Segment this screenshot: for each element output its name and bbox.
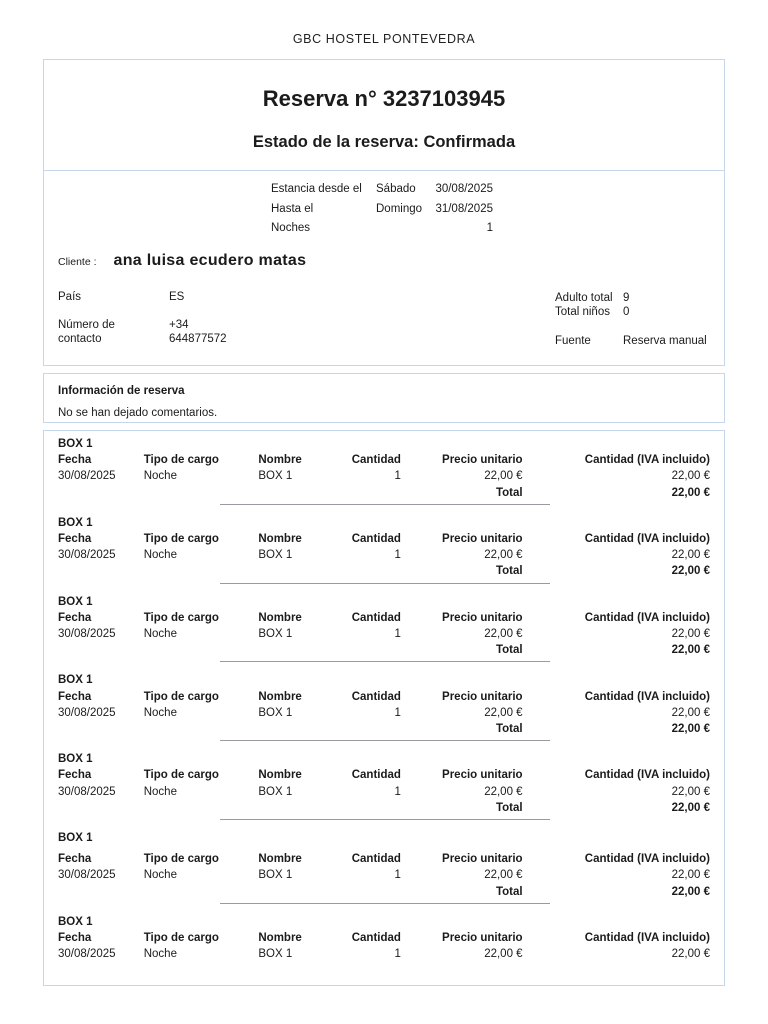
- section-divider: [220, 661, 550, 662]
- children-row: [555, 306, 715, 320]
- charge-fecha: 30/08/2025: [58, 869, 116, 882]
- col-header-precio-unitario: Precio unitario: [442, 690, 523, 703]
- reservation-info-comment: No se han dejado comentarios.: [58, 407, 218, 419]
- total-value: 22,00 €: [671, 486, 710, 499]
- charge-tipo: Noche: [143, 628, 177, 641]
- adults-row: [555, 292, 715, 306]
- stay-nights-spacer: [376, 219, 429, 239]
- col-header-fecha: Fecha: [58, 690, 92, 703]
- charge-data-row: [58, 626, 710, 642]
- charge-precio-unitario: 22,00 €: [484, 628, 523, 641]
- charge-section: [58, 515, 710, 584]
- col-header-cantidad-iva: Cantidad (IVA incluido): [584, 533, 710, 546]
- charge-cantidad: 1: [394, 706, 401, 719]
- total-value: 22,00 €: [671, 565, 710, 578]
- adults-value: 9: [623, 292, 630, 304]
- adults-label: Adulto total: [555, 292, 613, 304]
- charge-precio-unitario: 22,00 €: [484, 549, 523, 562]
- stay-until-day: Domingo: [376, 202, 423, 215]
- reservation-title-box: [43, 59, 725, 171]
- charge-cantidad: 1: [394, 948, 401, 961]
- col-header-nombre: Nombre: [258, 454, 302, 467]
- stay-nights-label: Noches: [271, 222, 310, 234]
- total-label: Total: [495, 885, 523, 898]
- charge-precio-unitario: 22,00 €: [484, 470, 523, 483]
- charge-header-row: [58, 452, 710, 468]
- charge-cantidad: 1: [394, 785, 401, 798]
- client-info-box: [43, 170, 725, 366]
- charge-cantidad-iva: 22,00 €: [671, 470, 710, 483]
- country-label: País: [58, 290, 82, 303]
- charge-total-row: [58, 563, 710, 579]
- col-header-tipo-de-cargo: Tipo de cargo: [143, 932, 219, 945]
- col-header-fecha: Fecha: [58, 769, 92, 782]
- stay-from-label: Estancia desde el: [271, 183, 362, 195]
- col-header-nombre: Nombre: [258, 932, 302, 945]
- section-divider: [220, 740, 550, 741]
- charge-total-row: [58, 485, 710, 501]
- col-header-fecha: Fecha: [58, 454, 92, 467]
- charge-section-title: BOX 1: [58, 516, 93, 529]
- charge-section: [58, 914, 710, 963]
- total-label: Total: [495, 565, 523, 578]
- charge-cantidad: 1: [394, 549, 401, 562]
- charge-header-row: [58, 610, 710, 626]
- charge-data-row: [58, 547, 710, 563]
- charge-nombre: BOX 1: [258, 869, 293, 882]
- charges-box: [43, 430, 725, 986]
- charge-cantidad: 1: [394, 628, 401, 641]
- col-header-nombre: Nombre: [258, 853, 302, 866]
- section-divider: [220, 583, 550, 584]
- charge-data-row: [58, 867, 710, 883]
- charge-header-row: [58, 531, 710, 547]
- charge-section: [58, 830, 710, 904]
- children-value: 0: [623, 305, 630, 318]
- total-value: 22,00 €: [671, 801, 710, 814]
- hostel-name-header: GBC HOSTEL PONTEVEDRA: [292, 32, 476, 46]
- contact-label: Número de contacto: [58, 319, 115, 345]
- charge-tipo: Noche: [143, 549, 177, 562]
- client-name-row: [58, 252, 724, 270]
- charge-section: [58, 672, 710, 741]
- contact-prefix: +34: [169, 319, 189, 331]
- total-label: Total: [495, 723, 523, 736]
- charge-nombre: BOX 1: [258, 470, 293, 483]
- col-header-cantidad-iva: Cantidad (IVA incluido): [584, 611, 710, 624]
- charge-data-row: [58, 468, 710, 484]
- charge-fecha: 30/08/2025: [58, 470, 116, 483]
- col-header-nombre: Nombre: [258, 769, 302, 782]
- col-header-nombre: Nombre: [258, 690, 302, 703]
- charge-fecha: 30/08/2025: [58, 706, 116, 719]
- charge-section-title: BOX 1: [58, 832, 93, 845]
- client-label: Cliente :: [58, 255, 97, 268]
- charge-cantidad: 1: [394, 869, 401, 882]
- reservation-status: Estado de la reserva: Confirmada: [252, 133, 516, 151]
- charge-total-row: [58, 800, 710, 816]
- charge-fecha: 30/08/2025: [58, 628, 116, 641]
- charge-cantidad-iva: 22,00 €: [671, 869, 710, 882]
- source-value: Reserva manual: [623, 335, 707, 347]
- col-header-tipo-de-cargo: Tipo de cargo: [143, 611, 219, 624]
- charge-total-row: [58, 642, 710, 658]
- charge-cantidad-iva: 22,00 €: [671, 549, 710, 562]
- reservation-info-title: Información de reserva: [58, 385, 185, 397]
- col-header-tipo-de-cargo: Tipo de cargo: [143, 690, 219, 703]
- stay-until-label: Hasta el: [271, 202, 314, 215]
- children-label: Total niños: [555, 305, 610, 318]
- contact-number: 644877572: [169, 332, 227, 345]
- charge-total-row: [58, 721, 710, 737]
- col-header-fecha: Fecha: [58, 853, 92, 866]
- charge-tipo: Noche: [143, 869, 177, 882]
- total-label: Total: [495, 644, 523, 657]
- col-header-cantidad-iva: Cantidad (IVA incluido): [584, 932, 710, 945]
- col-header-precio-unitario: Precio unitario: [442, 454, 523, 467]
- col-header-tipo-de-cargo: Tipo de cargo: [143, 769, 219, 782]
- col-header-precio-unitario: Precio unitario: [442, 932, 523, 945]
- col-header-nombre: Nombre: [258, 611, 302, 624]
- col-header-cantidad-iva: Cantidad (IVA incluido): [584, 769, 710, 782]
- stay-from-date: 30/08/2025: [435, 183, 493, 195]
- charge-cantidad-iva: 22,00 €: [671, 706, 710, 719]
- charge-section-title: BOX 1: [58, 674, 93, 687]
- col-header-fecha: Fecha: [58, 611, 92, 624]
- charge-cantidad: 1: [394, 470, 401, 483]
- col-header-cantidad: Cantidad: [351, 611, 401, 624]
- charge-header-row: [58, 851, 710, 867]
- col-header-cantidad-iva: Cantidad (IVA incluido): [584, 454, 710, 467]
- charge-section: [58, 436, 710, 505]
- col-header-tipo-de-cargo: Tipo de cargo: [143, 454, 219, 467]
- charge-cantidad-iva: 22,00 €: [671, 785, 710, 798]
- charge-fecha: 30/08/2025: [58, 948, 116, 961]
- charge-total-row: [58, 884, 710, 900]
- col-header-precio-unitario: Precio unitario: [442, 769, 523, 782]
- charge-precio-unitario: 22,00 €: [484, 869, 523, 882]
- stay-from-day: Sábado: [376, 183, 416, 195]
- stay-from-row: [271, 180, 724, 200]
- col-header-fecha: Fecha: [58, 533, 92, 546]
- col-header-fecha: Fecha: [58, 932, 92, 945]
- col-header-cantidad: Cantidad: [351, 690, 401, 703]
- charge-cantidad-iva: 22,00 €: [671, 948, 710, 961]
- charge-section-title: BOX 1: [58, 595, 93, 608]
- charge-fecha: 30/08/2025: [58, 549, 116, 562]
- charge-nombre: BOX 1: [258, 706, 293, 719]
- source-row: [555, 335, 715, 349]
- charge-section-title: BOX 1: [58, 915, 93, 928]
- contact-value: [169, 319, 227, 346]
- charge-nombre: BOX 1: [258, 948, 293, 961]
- charge-section-title: BOX 1: [58, 438, 93, 450]
- total-value: 22,00 €: [671, 723, 710, 736]
- charge-precio-unitario: 22,00 €: [484, 785, 523, 798]
- col-header-cantidad: Cantidad: [351, 853, 401, 866]
- charge-precio-unitario: 22,00 €: [484, 706, 523, 719]
- charge-tipo: Noche: [143, 706, 177, 719]
- col-header-precio-unitario: Precio unitario: [442, 533, 523, 546]
- charge-tipo: Noche: [143, 785, 177, 798]
- charge-tipo: Noche: [143, 948, 177, 961]
- col-header-cantidad-iva: Cantidad (IVA incluido): [584, 690, 710, 703]
- charge-header-row: [58, 689, 710, 705]
- section-divider: [220, 504, 550, 505]
- col-header-precio-unitario: Precio unitario: [442, 853, 523, 866]
- charge-nombre: BOX 1: [258, 549, 293, 562]
- col-header-precio-unitario: Precio unitario: [442, 611, 523, 624]
- col-header-tipo-de-cargo: Tipo de cargo: [143, 533, 219, 546]
- charge-tipo: Noche: [143, 470, 177, 483]
- client-name: ana luisa ecudero matas: [113, 251, 307, 269]
- col-header-cantidad-iva: Cantidad (IVA incluido): [584, 853, 710, 866]
- col-header-cantidad: Cantidad: [351, 932, 401, 945]
- section-divider: [220, 903, 550, 904]
- charge-precio-unitario: 22,00 €: [484, 948, 523, 961]
- charge-nombre: BOX 1: [258, 628, 293, 641]
- col-header-cantidad: Cantidad: [351, 769, 401, 782]
- charge-header-row: [58, 767, 710, 783]
- charge-fecha: 30/08/2025: [58, 785, 116, 798]
- charge-cantidad-iva: 22,00 €: [671, 628, 710, 641]
- col-header-tipo-de-cargo: Tipo de cargo: [143, 853, 219, 866]
- charge-header-row: [58, 930, 710, 946]
- section-divider: [220, 819, 550, 820]
- stay-nights-count: 1: [486, 222, 493, 234]
- total-label: Total: [495, 486, 523, 499]
- col-header-cantidad: Cantidad: [351, 533, 401, 546]
- charge-section-title: BOX 1: [58, 753, 93, 766]
- total-value: 22,00 €: [671, 885, 710, 898]
- stay-until-row: [271, 200, 724, 220]
- country-value: ES: [169, 290, 185, 303]
- charge-data-row: [58, 946, 710, 962]
- guest-count-source-block: [555, 292, 715, 349]
- col-header-cantidad: Cantidad: [351, 454, 401, 467]
- reservation-number-title: Reserva n° 3237103945: [262, 86, 506, 111]
- stay-dates-table: [271, 180, 724, 239]
- stay-nights-row: [271, 219, 724, 239]
- charge-nombre: BOX 1: [258, 785, 293, 798]
- charge-section: [58, 751, 710, 820]
- total-label: Total: [495, 801, 523, 814]
- charge-section: [58, 594, 710, 663]
- charge-data-row: [58, 705, 710, 721]
- col-header-nombre: Nombre: [258, 533, 302, 546]
- stay-until-date: 31/08/2025: [435, 202, 493, 215]
- source-label: Fuente: [555, 335, 591, 347]
- charge-data-row: [58, 784, 710, 800]
- reservation-info-box: [43, 373, 725, 423]
- total-value: 22,00 €: [671, 644, 710, 657]
